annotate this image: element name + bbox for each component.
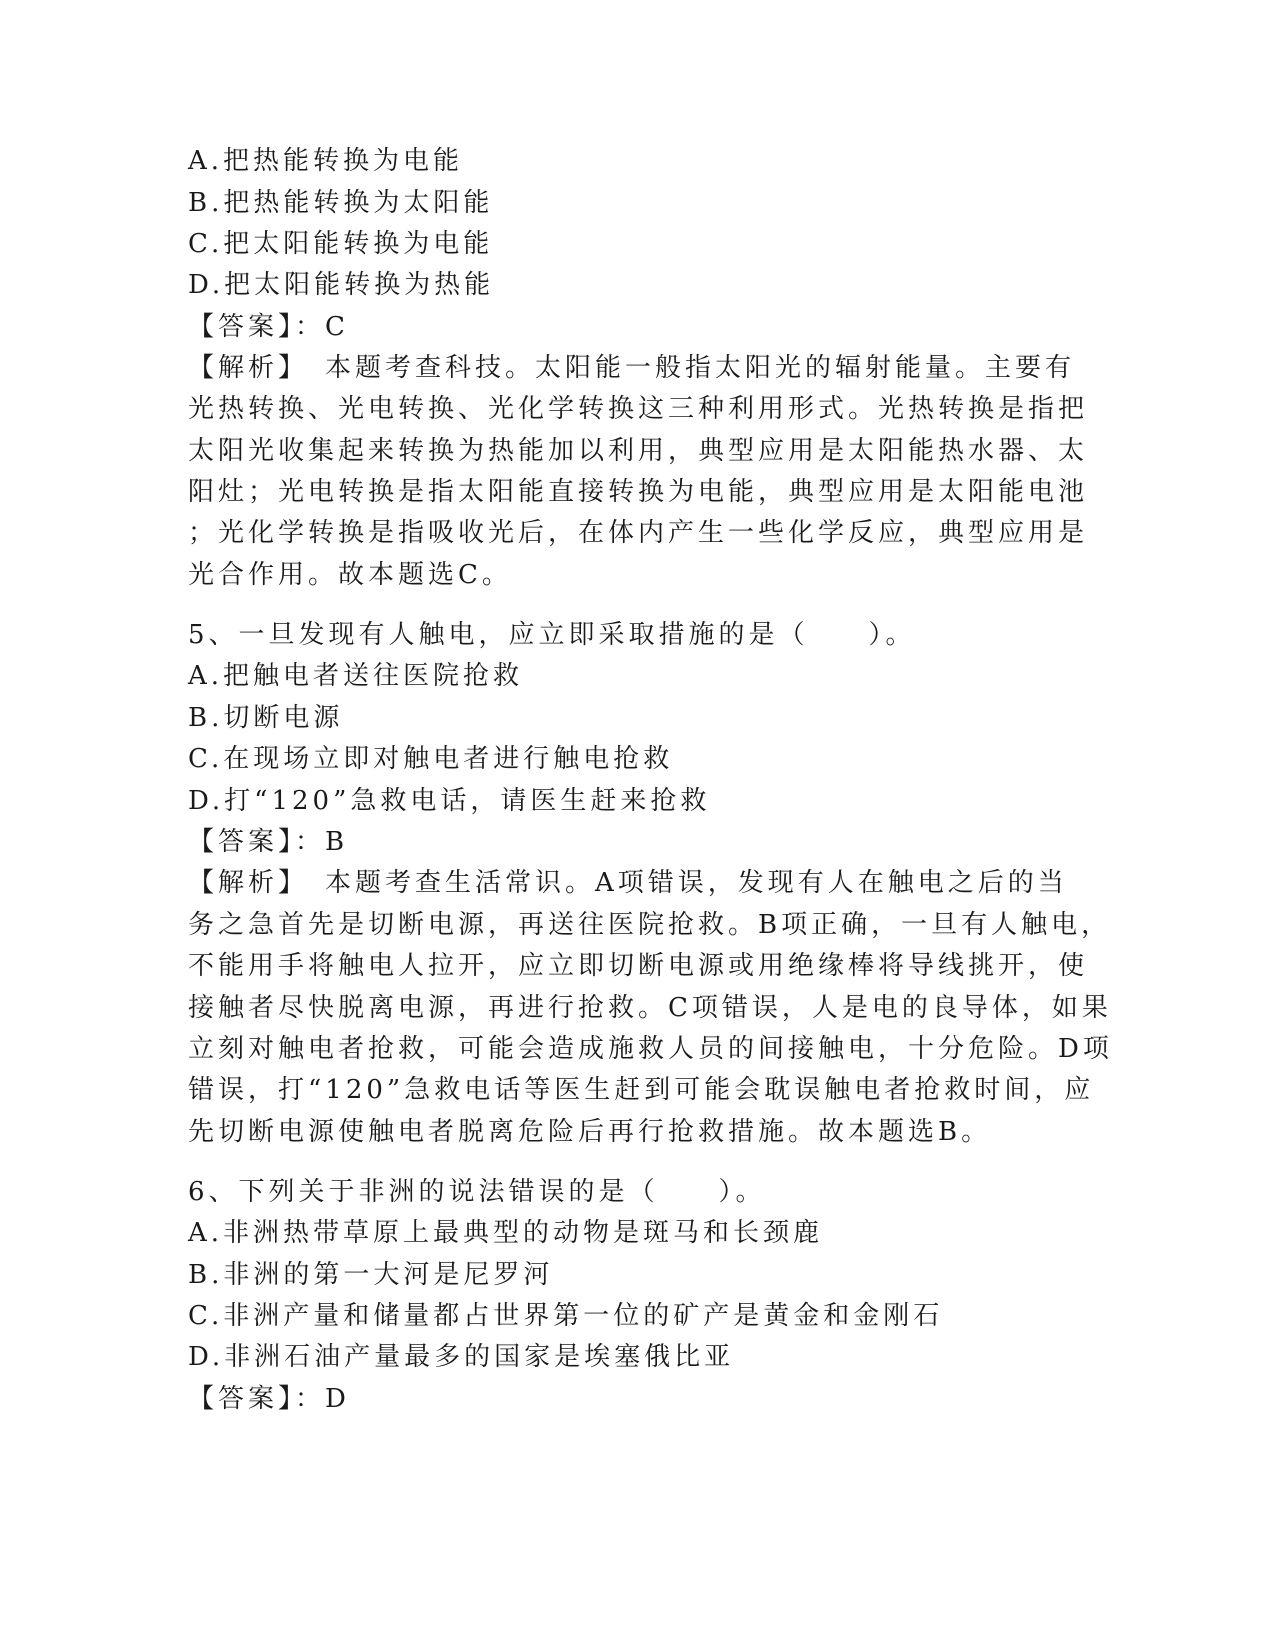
- q4-analysis-line: 太阳光收集起来转换为热能加以利用，典型应用是太阳能热水器、太: [188, 436, 1089, 466]
- q4-analysis-line: 【解析】 本题考查科技。太阳能一般指太阳光的辐射能量。主要有: [188, 353, 1076, 383]
- q4-analysis-line: 阳灶；光电转换是指太阳能直接转换为电能，典型应用是太阳能电池: [188, 477, 1089, 507]
- q4-option-c: C.把太阳能转换为电能: [188, 229, 494, 259]
- q5-analysis-line: 立刻对触电者抢救，可能会造成施救人员的间接触电，十分危险。D项: [188, 1034, 1113, 1064]
- q5-option-c: C.在现场立即对触电者进行触电抢救: [188, 744, 674, 774]
- q4-analysis-line: ；光化学转换是指吸收光后，在体内产生一些化学反应，典型应用是: [188, 518, 1089, 548]
- q5-analysis-line: 先切断电源使触电者脱离危险后再行抢救措施。故本题选B。: [188, 1117, 992, 1147]
- q6-option-b: B.非洲的第一大河是尼罗河: [188, 1260, 554, 1290]
- q4-analysis-line: 光合作用。故本题选C。: [188, 560, 512, 590]
- q6-option-a: A.非洲热带草原上最典型的动物是斑马和长颈鹿: [188, 1218, 824, 1248]
- q4-option-a: A.把热能转换为电能: [188, 146, 464, 176]
- q5-answer: 【答案】：B: [188, 827, 349, 857]
- q4-analysis-line: 光热转换、光电转换、光化学转换这三种利用形式。光热转换是指把: [188, 394, 1089, 424]
- q4-option-d: D.把太阳能转换为热能: [188, 270, 495, 300]
- q6-option-c: C.非洲产量和储量都占世界第一位的矿产是黄金和金刚石: [188, 1301, 944, 1331]
- q6-question: 6、下列关于非洲的说法错误的是（ ）。: [188, 1177, 766, 1207]
- q5-analysis-line: 务之急首先是切断电源，再送往医院抢救。B项正确，一旦有人触电，: [188, 910, 1112, 940]
- q4-answer: 【答案】：C: [188, 312, 349, 342]
- q5-analysis-line: 不能用手将触电人拉开，应立即切断电源或用绝缘棒将导线挑开，使: [188, 951, 1089, 981]
- q6-answer: 【答案】：D: [188, 1384, 350, 1414]
- q5-option-d: D.打“120”急救电话，请医生赶来抢救: [188, 786, 711, 816]
- q6-option-d: D.非洲石油产量最多的国家是埃塞俄比亚: [188, 1342, 735, 1372]
- q5-analysis-line: 错误，打“120”急救电话等医生赶到可能会耽误触电者抢救时间，应: [188, 1075, 1095, 1105]
- q4-option-b: B.把热能转换为太阳能: [188, 188, 494, 218]
- q5-option-a: A.把触电者送往医院抢救: [188, 661, 524, 691]
- q5-option-b: B.切断电源: [188, 703, 344, 733]
- q5-analysis-line: 【解析】 本题考查生活常识。A项错误，发现有人在触电之后的当: [188, 868, 1068, 898]
- q5-analysis-line: 接触者尽快脱离电源，再进行抢救。C项错误，人是电的良导体，如果: [188, 993, 1112, 1023]
- q5-question: 5、一旦发现有人触电，应立即采取措施的是（ ）。: [188, 620, 916, 650]
